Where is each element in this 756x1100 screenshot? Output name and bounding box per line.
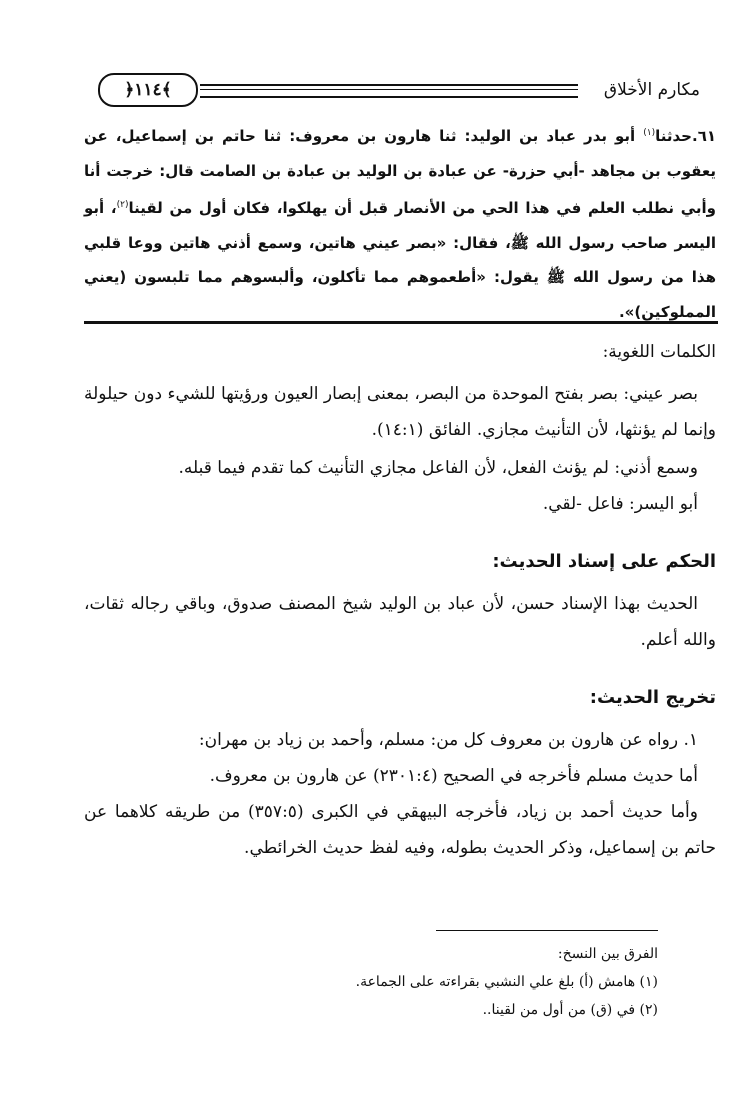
takhrij-paragraph-1: ١. رواه عن هارون بن معروف كل من: مسلم، وأحمد بن زياد بن مهران:	[198, 730, 698, 750]
hadith-number: ٦١.	[691, 127, 716, 145]
header-rule	[200, 84, 578, 98]
page-number: ﴿١١٤﴾	[98, 73, 198, 107]
ruling-section	[84, 544, 716, 658]
ruling-title: الحكم على إسناد الحديث:	[492, 551, 716, 572]
vocab-paragraph-3: أبو اليسر: فاعل -لقي.	[542, 494, 698, 514]
footnotes-heading: الفرق بين النسخ:	[557, 946, 658, 962]
page-header	[78, 72, 708, 108]
footnote-divider	[436, 930, 658, 931]
takhrij-title: تخريج الحديث:	[589, 687, 716, 708]
vocab-paragraph-1: بصر عيني: بصر بفتح الموحدة من البصر، بمعنى إبصار العيون ورؤيتها للشيء دون حيلولة وإنما لم يؤنثها، لأن التأنيث مجازي. الفائق (١٤:١).	[84, 384, 716, 440]
footnote-1: (١) هامش (أ) بلغ علي النشبي بقراءته على الجماعة.	[355, 974, 658, 990]
takhrij-paragraph-2: أما حديث مسلم فأخرجه في الصحيح (٢٣٠١:٤) عن هارون بن معروف.	[209, 766, 698, 786]
takhrij-paragraph-3: وأما حديث أحمد بن زياد، فأخرجه البيهقي في الكبرى (٣٥٧:٥) من طريقه كلاهما عن حاتم بن إسماعيل، وذكر الحديث بطوله، وفيه لفظ حديث الخرائطي.	[84, 802, 716, 858]
footnote-ref-2: (٢)	[116, 200, 129, 210]
hadith-text-a: حدثنا	[655, 127, 692, 145]
ruling-paragraph: الحديث بهذا الإسناد حسن، لأن عباد بن الوليد شيخ المصنف صدوق، وباقي رجاله ثقات، والله أعلم.	[84, 594, 716, 650]
hadith-text-c: ، أبو اليسر صاحب رسول الله ﷺ، فقال: «بصر عيني هاتين، وسمع أذني هاتين ووعا قلبي هذا من رسول الله ﷺ يقول: «أطعموهم مما تأكلون، وألبسوهم مما تلبسون (يعني المملوكين)».	[84, 199, 716, 321]
hadith-text-b: أبو بدر عباد بن الوليد: ثنا هارون بن معروف: ثنا حاتم بن إسماعيل، عن يعقوب بن مجاهد -أبي حزرة- عن عبادة بن الوليد بن عبادة بن الصامت قال: خرجت أنا وأبي نطلب العلم في هذا الحي من الأنصار قبل أن يهلكوا، فكان أول من لقينا	[84, 127, 716, 217]
footnotes	[300, 940, 658, 1024]
hadith-text	[84, 116, 716, 329]
takhrij-section	[84, 680, 716, 866]
book-title: مكارم الأخلاق	[603, 80, 700, 100]
vocab-title: الكلمات اللغوية:	[602, 342, 716, 362]
section-divider	[84, 321, 718, 324]
footnote-2: (٢) في (ق) من أول من لقينا..	[482, 1002, 658, 1018]
footnote-ref-1: (١)	[643, 128, 656, 138]
vocab-paragraph-2: وسمع أذني: لم يؤنث الفعل، لأن الفاعل مجازي التأنيث كما تقدم فيما قبله.	[178, 458, 698, 478]
vocab-section	[84, 334, 716, 522]
